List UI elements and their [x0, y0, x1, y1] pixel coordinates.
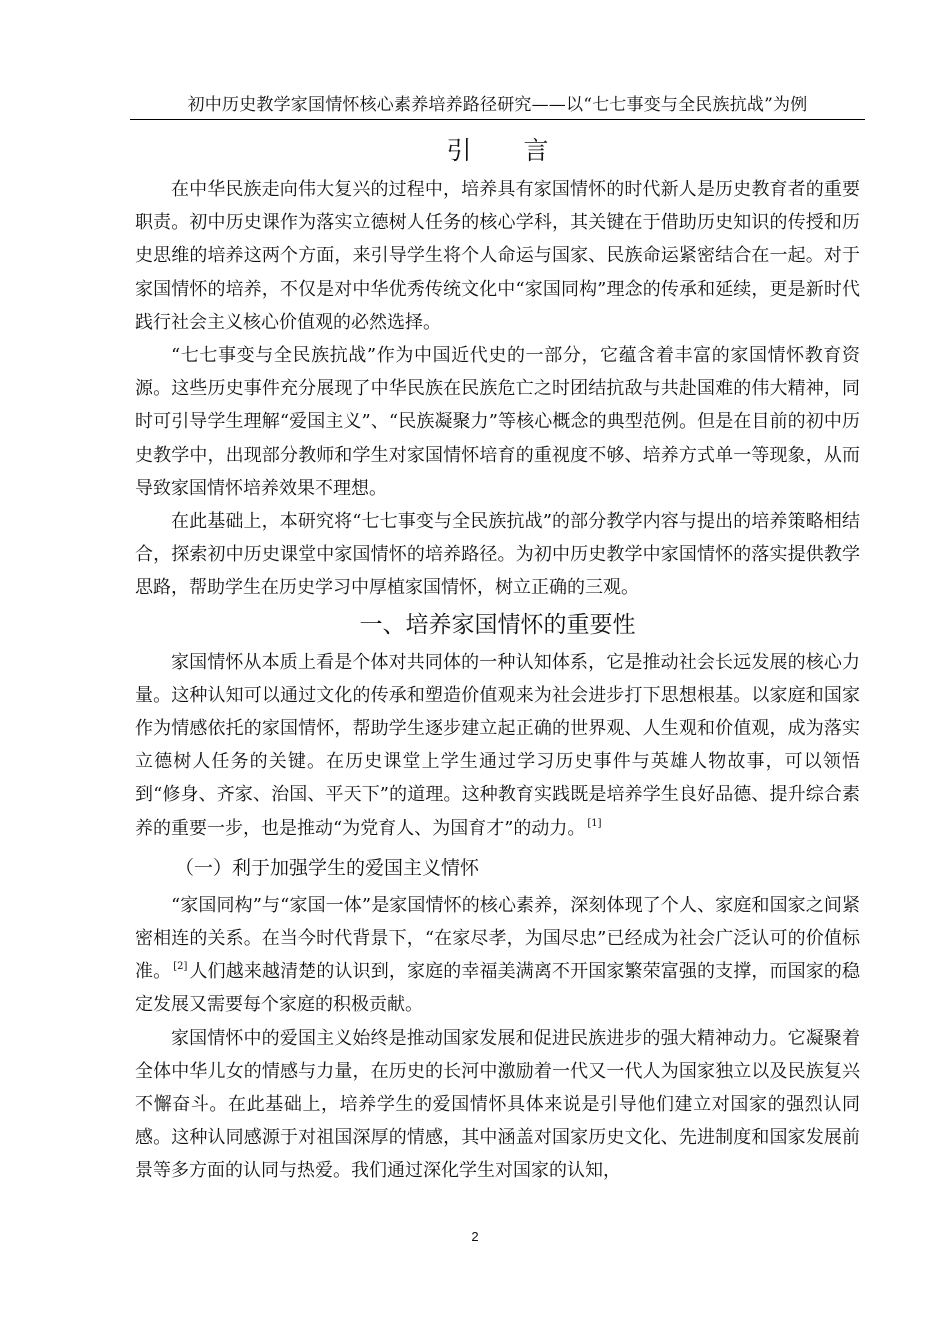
running-header-title: 初中历史教学家国情怀核心素养培养路径研究——以“七七事变与全民族抗战”为例 [187, 95, 808, 115]
section-1-title: 一、培养家国情怀的重要性 [359, 611, 636, 638]
subsection-1-title: （一）利于加强学生的爱国主义情怀 [175, 856, 480, 879]
section-1-paragraph-1 [135, 646, 860, 845]
citation-ref-2[interactable]: [2] [173, 961, 188, 973]
intro-paragraph-1: 在中华民族走向伟大复兴的过程中，培养具有家国情怀的时代新人是历史教育者的重要职责。初中历史课作为落实立德树人任务的核心学科，其关键在于借助历史知识的传授和历史思维的培养这两个方面，来引导学生将个人命运与国家、民族命运紧密结合在一起。对于家国情怀的培养，不仅是对中华优秀传统文化中“家国同构”理念的传承和延续，更是新时代践行社会主义核心价值观的必然选择。 [135, 179, 860, 333]
header-rule [130, 119, 865, 120]
intro-paragraph-3: 在此基础上，本研究将“七七事变与全民族抗战”的部分教学内容与提出的培养策略相结合，探索初中历史课堂中家国情怀的培养路径。为初中历史教学中家国情怀的落实提供教学思路，帮助学生在历史学习中厚植家国情怀，树立正确的三观。 [135, 511, 860, 599]
page-number: 2 [471, 1229, 479, 1244]
section-1-paragraph-1-text: 家国情怀从本质上看是个体对共同体的一种认知体系，它是推动社会长远发展的核心力量。这种认知可以通过文化的传承和塑造价值观来为社会进步打下思想根基。以家庭和国家作为情感依托的家国情怀，帮助学生逐步建立起正确的世界观、人生观和价值观，成为落实立德树人任务的关键。在历史课堂上学生通过学习历史事件与英雄人物故事，可以领悟到“修身、齐家、治国、平天下”的道理。这种教育实践既是培养学生良好品德、提升综合素养的重要一步，也是推动“为党育人、为国育才”的动力。 [135, 651, 860, 839]
intro-paragraph-2: “七七事变与全民族抗战”作为中国近代史的一部分，它蕴含着丰富的家国情怀教育资源。这些历史事件充分展现了中华民族在民族危亡之时团结抗敌与共赴国难的伟大精神，同时可引导学生理解“爱国主义”、“民族凝聚力”等核心概念的典型范例。但是在目前的初中历史教学中，出现部分教师和学生对家国情怀培育的重视度不够、培养方式单一等现象，从而导致家国情怀培养效果不理想。 [135, 345, 860, 499]
subsection-1-paragraph-1-text-a: “家国同构”与“家国一体”是家国情怀的核心素养，深刻体现了个人、家庭和国家之间紧密相连的关系。在当今时代背景下，“在家尽孝，为国尽忠”已经成为社会广泛认可的价值标准。 [135, 894, 860, 983]
subsection-1-paragraph-1-text-b: 人们越来越清楚的认识到，家庭的幸福美满离不开国家繁荣富强的支撑，而国家的稳定发展又需要每个家庭的积极贡献。 [135, 961, 860, 1016]
subsection-1-paragraph-1 [135, 889, 860, 1022]
citation-ref-1[interactable]: [1] [587, 817, 602, 829]
subsection-1-paragraph-2: 家国情怀中的爱国主义始终是推动国家发展和促进民族进步的强大精神动力。它凝聚着全体中华儿女的情感与力量，在历史的长河中激励着一代又一代人为国家独立以及民族复兴不懈奋斗。在此基础上，培养学生的爱国情怀具体来说是引导他们建立对国家的强烈认同感。这种认同感源于对祖国深厚的情感，其中涵盖对国家历史文化、先进制度和国家发展前景等多方面的认同与热爱。我们通过深化学生对国家的认知， [135, 1027, 860, 1182]
intro-title: 引 言 [446, 136, 571, 165]
page-body [135, 134, 860, 1188]
